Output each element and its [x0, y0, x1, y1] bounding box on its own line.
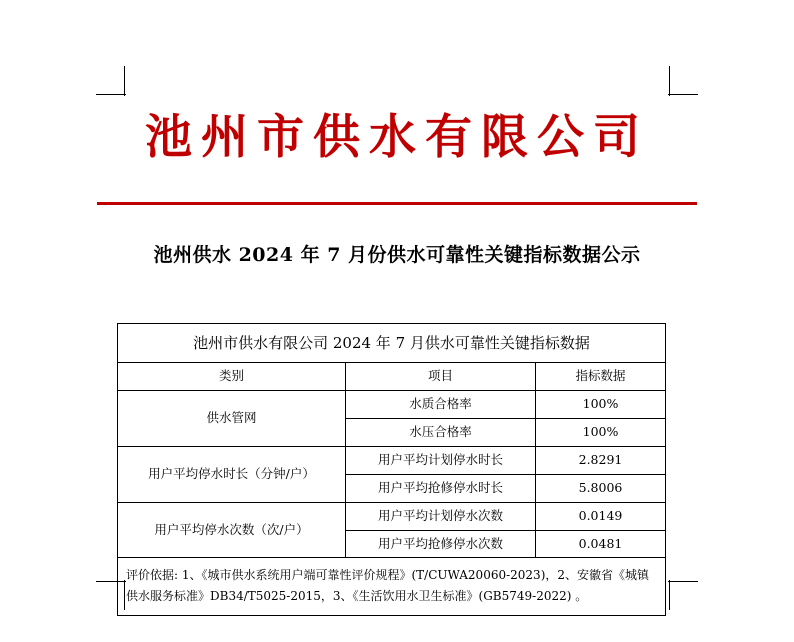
- table-caption: 池州市供水有限公司 2024 年 7 月供水可靠性关键指标数据: [118, 324, 666, 363]
- row-item: 用户平均抢修停水时长: [346, 474, 536, 502]
- letterhead-divider: [97, 202, 697, 205]
- letterhead: [97, 110, 697, 166]
- page-title: 池州供水 2024 年 7 月份供水可靠性关键指标数据公示: [153, 244, 641, 266]
- column-header-item: 项目: [346, 363, 536, 391]
- metrics-table: [117, 323, 666, 616]
- row-category-outage-duration: 用户平均停水时长（分钟/户）: [118, 446, 346, 502]
- row-item: 用户平均抢修停水次数: [346, 530, 536, 558]
- row-item: 用户平均计划停水时长: [346, 446, 536, 474]
- row-category-outage-count: 用户平均停水次数（次/户）: [118, 502, 346, 558]
- table-row: [118, 391, 666, 419]
- row-value: 0.0149: [536, 502, 666, 530]
- row-value: 5.8006: [536, 474, 666, 502]
- evaluation-basis-note: 评价依据: 1、《城市供水系统用户端可靠性评价规程》(T/CUWA20060-2023)，2、安徽省《城镇供水服务标准》DB34/T5025-2015，3、《生活饮用水卫生标准》(GB5749-2022) 。: [118, 558, 666, 616]
- row-value: 0.0481: [536, 530, 666, 558]
- company-name: 池州市供水有限公司: [145, 110, 649, 165]
- table-header-row: [118, 363, 666, 391]
- row-value: 100%: [536, 391, 666, 419]
- row-item: 水质合格率: [346, 391, 536, 419]
- row-category-pipe-network: 供水管网: [118, 391, 346, 447]
- crop-mark-top-left: [96, 66, 126, 96]
- row-value: 100%: [536, 419, 666, 447]
- row-value: 2.8291: [536, 446, 666, 474]
- table-row: [118, 502, 666, 530]
- column-header-category: 类别: [118, 363, 346, 391]
- crop-mark-bottom-right: [668, 580, 698, 610]
- table-note-row: [118, 558, 666, 616]
- metrics-table-container: [117, 323, 665, 616]
- row-item: 用户平均计划停水次数: [346, 502, 536, 530]
- row-item: 水压合格率: [346, 419, 536, 447]
- crop-mark-top-right: [668, 66, 698, 96]
- table-caption-row: [118, 324, 666, 363]
- table-row: [118, 446, 666, 474]
- column-header-value: 指标数据: [536, 363, 666, 391]
